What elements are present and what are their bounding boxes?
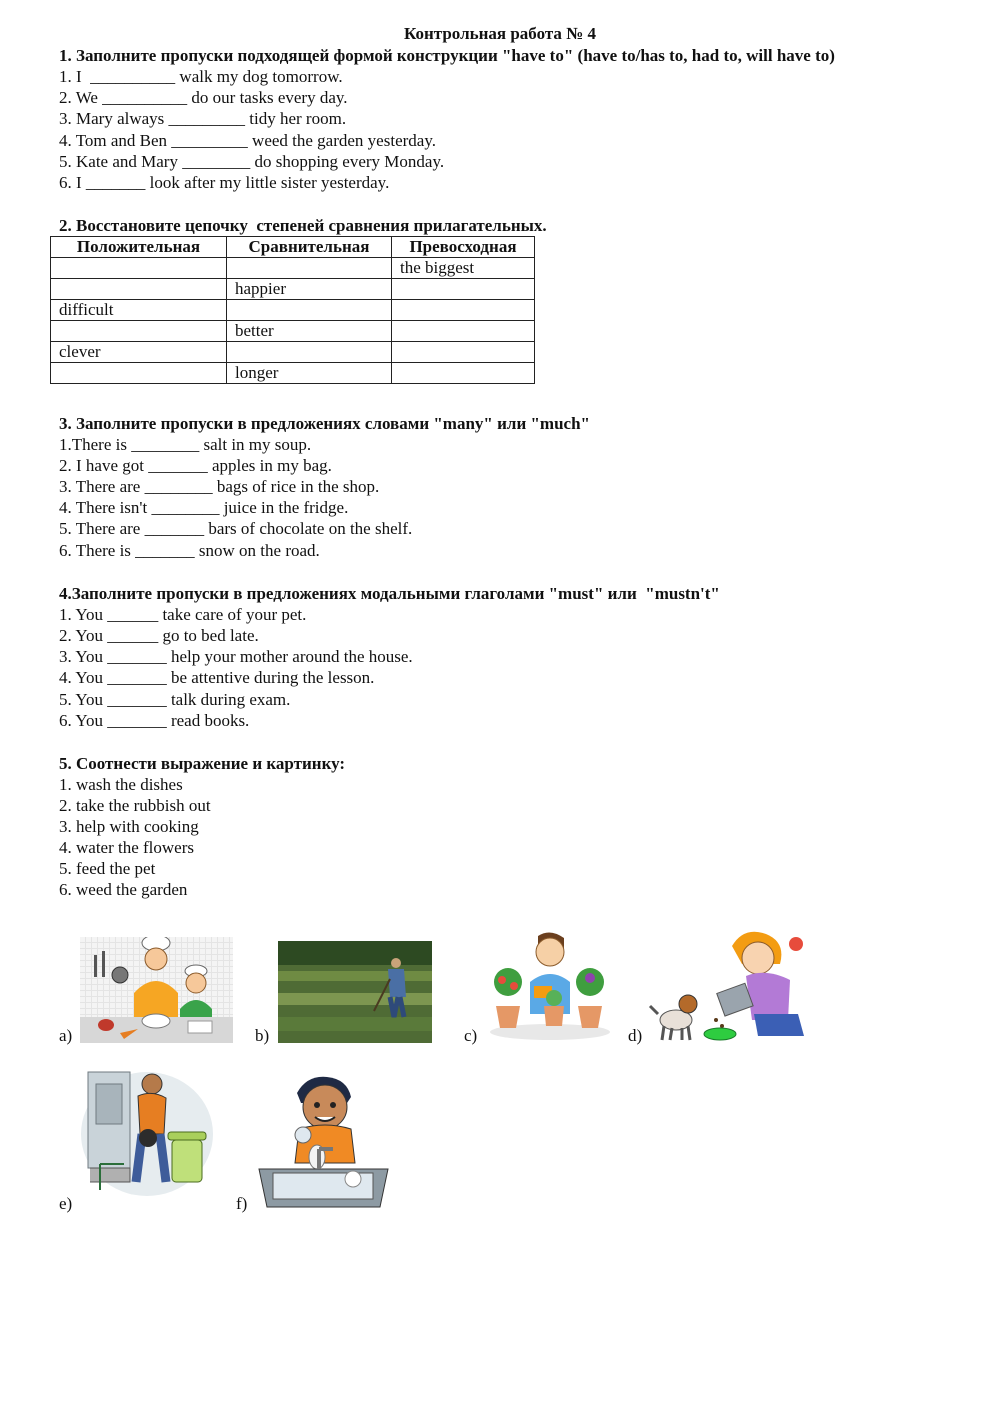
table-header-comparative: Сравнительная [227, 237, 392, 258]
section4-item: 3. You _______ help your mother around the house. [59, 647, 413, 666]
section3-item: 1.There is ________ salt in my soup. [59, 435, 312, 454]
table-cell [392, 363, 535, 384]
section1-item: 2. We __________ do our tasks every day. [59, 88, 348, 107]
picture-label-b: b) [255, 1026, 270, 1045]
section5-item: 1. wash the dishes [59, 775, 183, 794]
weeding-picture [278, 941, 432, 1043]
picture-label-d: d) [628, 1026, 643, 1045]
section3-item: 3. There are ________ bags of rice in the shop. [59, 477, 380, 496]
section1-heading: 1. Заполните пропуски подходящей формой конструкции "have to" (have to/has to, had to, will have to) [59, 46, 835, 65]
table-header-superlative: Превосходная [392, 237, 535, 258]
feeding-pet-picture [648, 924, 810, 1044]
table-cell [51, 363, 227, 384]
table-cell [392, 321, 535, 342]
table-row [51, 321, 535, 342]
table-cell [227, 300, 392, 321]
table-cell: difficult [51, 300, 227, 321]
table-cell: clever [51, 342, 227, 363]
table-cell: better [227, 321, 392, 342]
section1-item: 5. Kate and Mary ________ do shopping every Monday. [59, 152, 445, 171]
section4-item: 5. You _______ talk during exam. [59, 690, 291, 709]
picture-label-a: a) [59, 1026, 73, 1045]
section5-item: 2. take the rubbish out [59, 796, 211, 815]
table-cell [392, 342, 535, 363]
table-cell [51, 258, 227, 279]
table-header-positive: Положительная [51, 237, 227, 258]
section5-item: 6. weed the garden [59, 880, 188, 899]
rubbish-out-picture [80, 1070, 215, 1198]
picture-label-f: f) [236, 1194, 248, 1213]
section2-heading: 2. Восстановите цепочку степеней сравнения прилагательных. [59, 216, 547, 235]
table-cell [227, 258, 392, 279]
table-cell: the biggest [392, 258, 535, 279]
picture-label-e: e) [59, 1194, 73, 1213]
section3-item: 4. There isn't ________ juice in the fridge. [59, 498, 349, 517]
table-cell [51, 279, 227, 300]
table-cell: longer [227, 363, 392, 384]
table-cell: happier [227, 279, 392, 300]
section4-item: 1. You ______ take care of your pet. [59, 605, 307, 624]
section4-item: 6. You _______ read books. [59, 711, 250, 730]
section1-item: 1. I __________ walk my dog tomorrow. [59, 67, 343, 86]
table-cell [392, 279, 535, 300]
section3-item: 2. I have got _______ apples in my bag. [59, 456, 332, 475]
section4-item: 2. You ______ go to bed late. [59, 626, 259, 645]
section1-item: 4. Tom and Ben _________ weed the garden yesterday. [59, 131, 436, 150]
section1-item: 6. I _______ look after my little sister yesterday. [59, 173, 390, 192]
section3-item: 5. There are _______ bars of chocolate on the shelf. [59, 519, 413, 538]
section5-item: 3. help with cooking [59, 817, 199, 836]
table-row [51, 258, 535, 279]
section5-item: 4. water the flowers [59, 838, 195, 857]
watering-flowers-picture [486, 930, 614, 1042]
section1-item: 3. Mary always _________ tidy her room. [59, 109, 347, 128]
section4-heading: 4.Заполните пропуски в предложениях модальными глаголами "must" или "mustn't" [59, 584, 720, 603]
table-row [51, 300, 535, 321]
table-row [51, 342, 535, 363]
section4-item: 4. You _______ be attentive during the lesson. [59, 668, 375, 687]
washing-dishes-picture [255, 1073, 392, 1212]
section3-heading: 3. Заполните пропуски в предложениях словами "many" или "much" [59, 414, 590, 433]
table-cell [227, 342, 392, 363]
page-title: Контрольная работа № 4 [404, 24, 596, 43]
section5-heading: 5. Соотнести выражение и картинку: [59, 754, 346, 773]
table-cell [51, 321, 227, 342]
cooking-picture [80, 937, 233, 1043]
table-cell [392, 300, 535, 321]
section5-item: 5. feed the pet [59, 859, 156, 878]
table-row [51, 279, 535, 300]
adjective-degrees-table [50, 236, 535, 384]
picture-label-c: c) [464, 1026, 478, 1045]
section3-item: 6. There is _______ snow on the road. [59, 541, 320, 560]
table-row [51, 363, 535, 384]
